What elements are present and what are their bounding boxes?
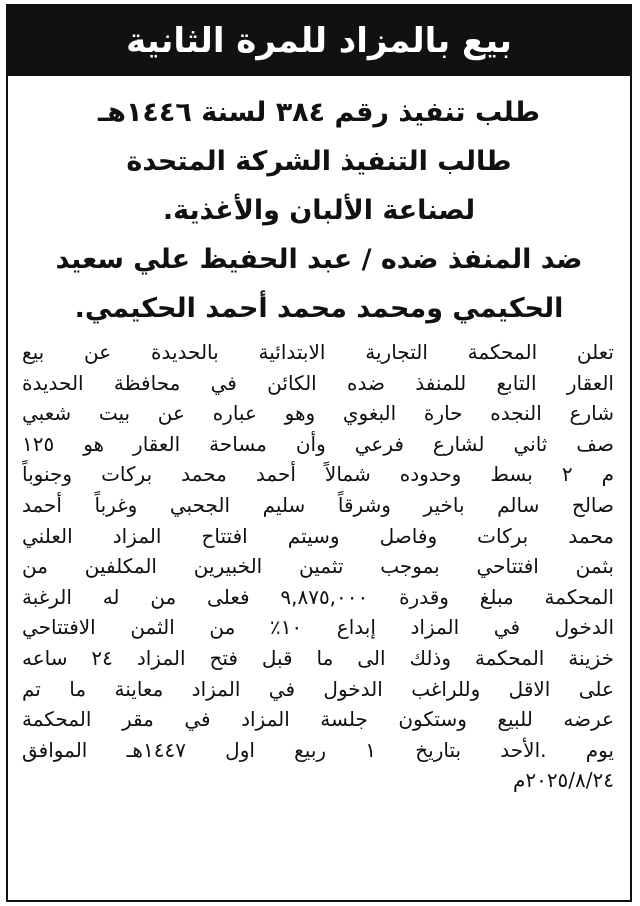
body-line: محمد بركات وفاصل وسيتم افتتاح المزاد العلني [22, 523, 614, 548]
headline-line: لصناعة الألبان والأغذية. [162, 195, 476, 226]
headline-line: طالب التنفيذ الشركة المتحدة [126, 146, 512, 177]
notice-title: بيع بالمزاد للمرة الثانية [126, 21, 512, 61]
body-line: تعلن المحكمة التجارية الابتدائية بالحديدة عن بيع [22, 340, 614, 364]
body-line: صالح سالم باخير وشرقاً سليم الجحبي وغرباً أحمد [22, 492, 614, 517]
headline-line: الحكيمي ومحمد محمد أحمد الحكيمي. [74, 293, 564, 324]
body-line: المحكمة مبلغ وقدرة ٩,٨٧٥,٠٠٠ فعلى من له الرغبة [22, 584, 614, 609]
notice-body [22, 337, 614, 796]
body-line-date: ٢٠٢٥/٨/٢٤م [512, 768, 614, 793]
notice-headline [22, 88, 616, 333]
body-line: صف ثاني لشارع فرعي وأن مساحة العقار هو ١٢٥ [22, 431, 614, 456]
body-line: الدخول في المزاد إبداع ١٠٪ من الثمن الافتتاحي [22, 615, 614, 640]
auction-notice [6, 4, 632, 902]
body-line: شارع النجده حارة البغوي وهو عباره عن بيت شعبي [22, 401, 614, 426]
body-line: بثمن افتتاحي بموجب تثمين الخبيرين المكلفين من [22, 554, 614, 579]
body-line: يوم .الأحد بتاريخ ١ ربيع اول ١٤٤٧هـ الموافق [22, 737, 614, 762]
headline-line: طلب تنفيذ رقم ٣٨٤ لسنة ١٤٤٦هـ [98, 97, 540, 128]
notice-title-banner [8, 6, 630, 76]
headline-line: ضد المنفذ ضده / عبد الحفيظ علي سعيد [55, 244, 583, 275]
body-line: العقار التابع للمنفذ ضده الكائن في محافظة الحديدة [22, 370, 614, 395]
body-line: على الاقل وللراغب الدخول في المزاد معاينة ما تم [22, 676, 614, 701]
body-line: خزينة المحكمة وذلك الى ما قبل فتح المزاد ٢٤ ساعه [22, 645, 614, 670]
body-line: عرضه للبيع وستكون جلسة المزاد في مقر المحكمة [22, 707, 614, 732]
body-line: م ٢ بسط وحدوده شمالاً أحمد محمد بركات وجنوباً [22, 462, 614, 487]
